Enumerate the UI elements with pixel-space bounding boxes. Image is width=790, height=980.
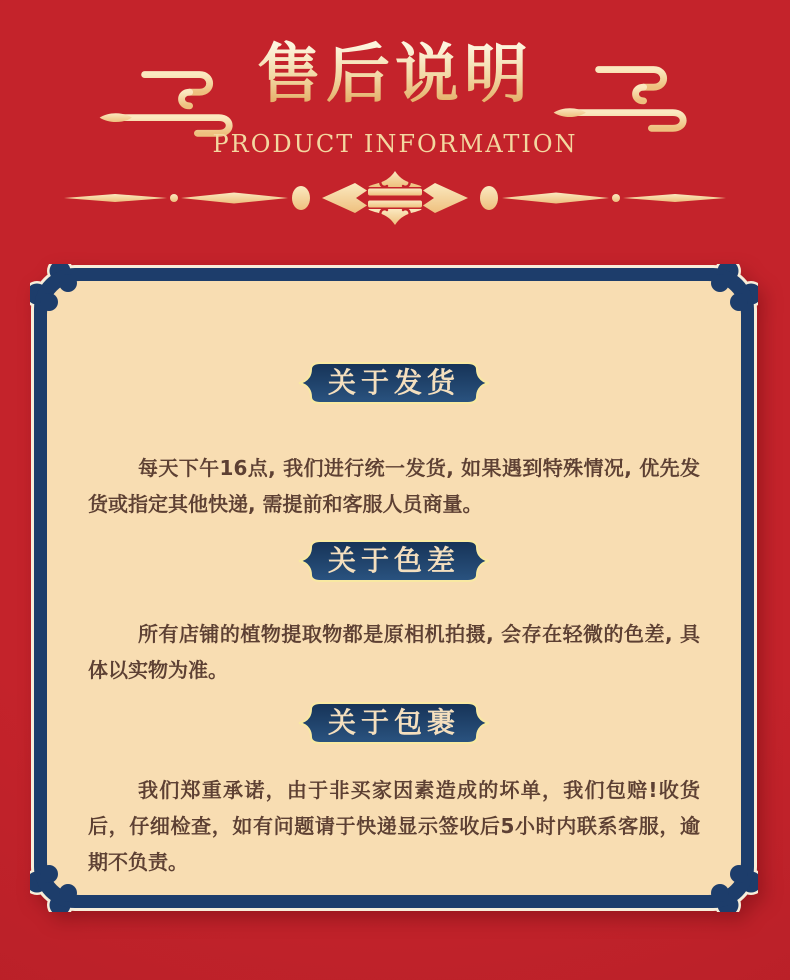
ornamental-divider-icon: [50, 170, 740, 226]
shipping-policy-text: 每天下午16点, 我们进行统一发货, 如果遇到特殊情况, 优先发货或指定其他快递, 需提前和客服人员商量。: [88, 456, 700, 516]
color-difference-policy-text: 所有店铺的植物提取物都是原相机拍摄, 会存在轻微的色差, 具体以实物为准。: [88, 622, 700, 682]
page-title: 售后说明: [0, 40, 790, 110]
color-difference-badge-label: 关于色差: [327, 544, 460, 577]
color-difference-section-badge: [296, 538, 492, 584]
page-subtitle: PRODUCT INFORMATION: [212, 130, 578, 158]
package-section-badge: [296, 700, 492, 746]
header: [0, 0, 790, 240]
shipping-section-badge: [296, 360, 492, 406]
package-badge-label: 关于包裹: [327, 706, 460, 739]
info-card: [30, 264, 758, 912]
card-content: [30, 264, 758, 912]
shipping-badge-label: 关于发货: [327, 366, 460, 399]
package-policy-text: 我们郑重承诺，由于非买家因素造成的坏单，我们包赔!收货后，仔细检查，如有问题请于快递显示签收后5小时内联系客服，逾期不负责。: [88, 778, 700, 874]
